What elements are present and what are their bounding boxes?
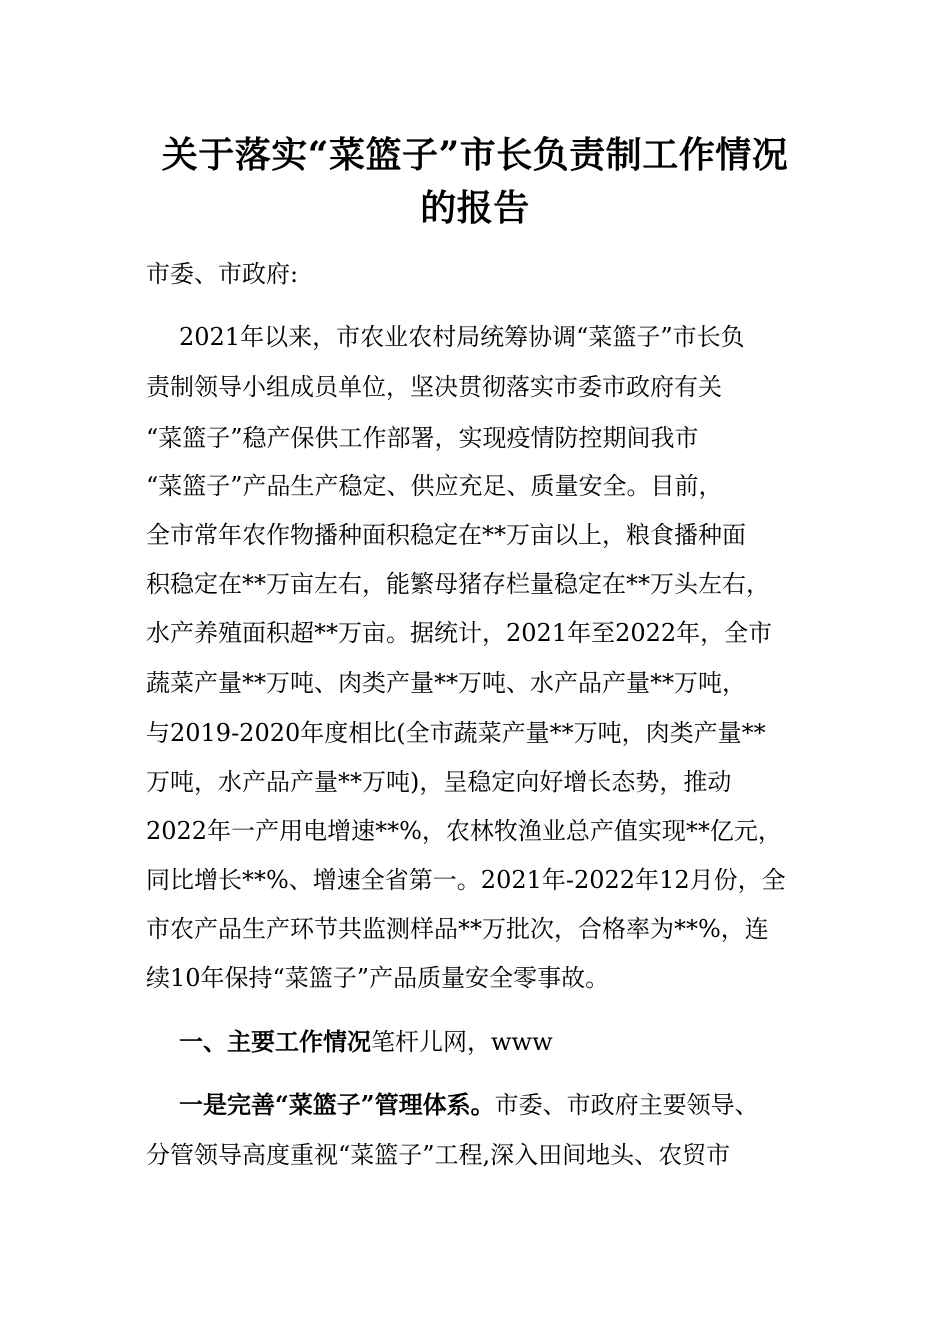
paragraph-line: 市农产品生产环节共监测样品**万批次，合格率为**%，连 [146,915,769,943]
paragraph-line: 2022年一产用电增速**%，农林牧渔业总产值实现**亿元， [146,817,782,845]
paragraph-line: 水产养殖面积超**万亩。据统计，2021年至2022年，全市 [146,619,773,647]
paragraph-line: 蔬菜产量**万吨、肉类产量**万吨、水产品产量**万吨， [146,669,746,697]
section-heading: 一、主要工作情况 [179,1027,371,1056]
paragraph-line: 万吨，水产品产量**万吨)，呈稳定向好增长态势，推动 [146,768,732,796]
salutation: 市委、市政府: [146,260,299,288]
point-text: 市委、市政府主要领导、 [494,1091,759,1119]
section-heading-suffix: 笔杆儿网，www [371,1028,553,1056]
paragraph-line: 2021年以来，市农业农村局统筹协调“菜篮子”市长负 [179,323,745,351]
paragraph-line: 与2019-2020年度相比(全市蔬菜产量**万吨，肉类产量** [146,719,766,747]
point-heading: 一是完善“菜篮子”管理体系。 [179,1090,495,1119]
paragraph-line: 责制领导小组成员单位，坚决贯彻落实市委市政府有关 [146,373,722,401]
document-title-line-1: 关于落实“菜篮子”市长负责制工作情况 [161,134,789,176]
paragraph-line: 积稳定在**万亩左右，能繁母猪存栏量稳定在**万头左右， [146,570,770,598]
paragraph-line: 续10年保持“菜篮子”产品质量安全零事故。 [146,964,610,992]
paragraph-line: 全市常年农作物播种面积稳定在**万亩以上，粮食播种面 [146,521,746,549]
paragraph-line: “菜篮子”产品生产稳定、供应充足、质量安全。目前， [146,472,723,500]
paragraph-line: 同比增长**%、增速全省第一。2021年-2022年12月份，全 [146,866,786,894]
paragraph-line: “菜篮子”稳产保供工作部署，实现疫情防控期间我市 [146,424,699,452]
paragraph-line: 分管领导高度重视“菜篮子”工程,深入田间地头、农贸市 [146,1141,731,1169]
section-heading-line [179,1027,553,1057]
point-heading-line [179,1090,759,1120]
document-title-line-2: 的报告 [420,187,530,229]
